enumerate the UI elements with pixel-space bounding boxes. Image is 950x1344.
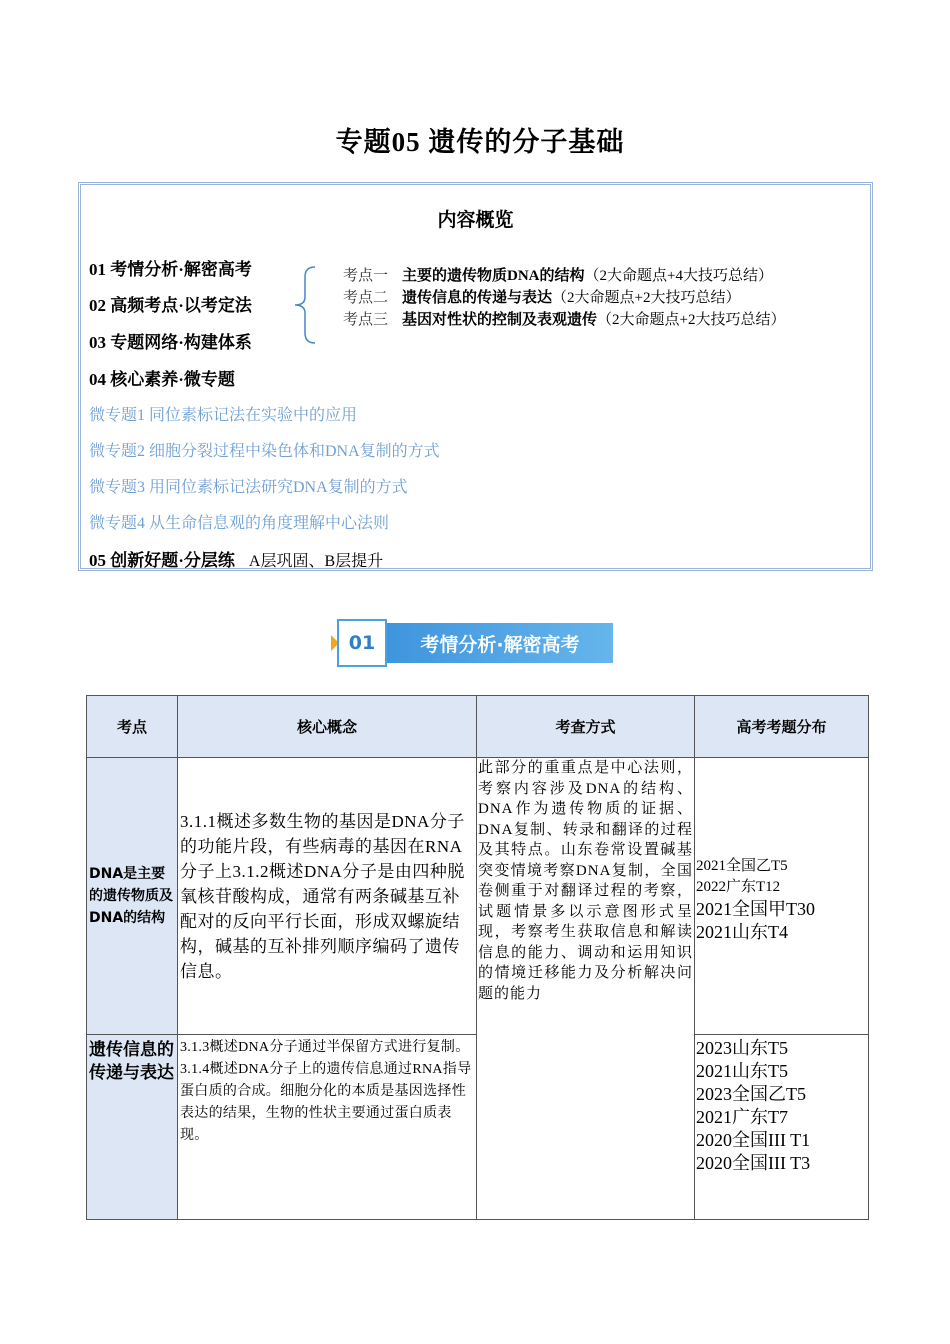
page-title: 专题05 遗传的分子基础 bbox=[335, 127, 625, 157]
kaodian-line: 考点一 主要的遗传物质DNA的结构（2大命题点+4大技巧总结） bbox=[343, 268, 773, 284]
exam-reference: 2021广东T7 bbox=[696, 1107, 788, 1127]
overview-item: 02 高频考点·以考定法 bbox=[89, 296, 252, 315]
micro-topic-link[interactable]: 微专题2 细胞分裂过程中染色体和DNA复制的方式 bbox=[89, 443, 440, 460]
kaodian-cell: 遗传信息的传递与表达 bbox=[87, 1035, 178, 1220]
exam-reference: 2020全国III T1 bbox=[696, 1130, 811, 1150]
distribution-cell bbox=[695, 1035, 869, 1220]
curly-brace-icon bbox=[291, 265, 321, 345]
section-title: 考情分析·解密高考 bbox=[387, 623, 613, 663]
section-banner bbox=[337, 619, 613, 667]
exam-analysis-table bbox=[86, 695, 869, 1220]
kaodian-line: 考点三 基因对性状的控制及表观遗传（2大命题点+2大技巧总结） bbox=[343, 312, 786, 328]
table-row bbox=[87, 758, 869, 1035]
table-header: 核心概念 bbox=[178, 696, 477, 758]
micro-topic-link[interactable]: 微专题4 从生命信息观的角度理解中心法则 bbox=[89, 515, 390, 532]
exam-reference: 2023山东T5 bbox=[696, 1038, 788, 1058]
micro-topic-link[interactable]: 微专题3 用同位素标记法研究DNA复制的方式 bbox=[89, 479, 408, 496]
overview-item bbox=[89, 546, 383, 571]
exam-reference: 2022广东T12 bbox=[696, 879, 781, 895]
exam-reference: 2020全国III T3 bbox=[696, 1153, 811, 1173]
table-header: 考点 bbox=[87, 696, 178, 758]
core-concept-cell: 3.1.3概述DNA分子通过半保留方式进行复制。3.1.4概述DNA分子上的遗传信息通过RNA指导蛋白质的合成。细胞分化的本质是基因选择性表达的结果，生物的性状主要通过蛋白质表现。 bbox=[178, 1035, 477, 1220]
kaodian-line: 考点二 遗传信息的传递与表达（2大命题点+2大技巧总结） bbox=[343, 290, 741, 306]
table-header: 高考考题分布 bbox=[695, 696, 869, 758]
overview-item: 04 核心素养·微专题 bbox=[89, 370, 235, 389]
section-number: 01 bbox=[337, 619, 387, 667]
overview-item-label: 05 创新好题·分层练 bbox=[89, 551, 235, 570]
overview-heading: 内容概览 bbox=[437, 210, 514, 231]
micro-topic-link[interactable]: 微专题1 同位素标记法在实验中的应用 bbox=[89, 407, 358, 424]
overview-item-note: A层巩固、B层提升 bbox=[248, 553, 384, 570]
distribution-cell bbox=[695, 758, 869, 1035]
overview-item: 03 专题网络·构建体系 bbox=[89, 333, 252, 352]
exam-method-cell: 此部分的重重点是中心法则，考察内容涉及DNA的结构、DNA作为遗传物质的证据、DNA复制、转录和翻译的过程及其特点。山东卷常设置碱基突变情境考察DNA复制，全国卷侧重于对翻译过程的考察，试题情景多以示意图形式呈现，考察考生获取信息和解读信息的能力、调动和运用知识的情境迁移能力及分析解决问题的能力 bbox=[477, 758, 695, 1220]
overview-item: 01 考情分析·解密高考 bbox=[89, 260, 252, 279]
exam-reference: 2021全国乙T5 bbox=[696, 858, 788, 874]
exam-reference: 2021山东T5 bbox=[696, 1061, 788, 1081]
kaodian-cell: DNA是主要的遗传物质及DNA的结构 bbox=[87, 758, 178, 1035]
exam-reference: 2023全国乙T5 bbox=[696, 1084, 806, 1104]
exam-reference: 2021全国甲T30 bbox=[696, 899, 815, 919]
core-concept-cell: 3.1.1概述多数生物的基因是DNA分子的功能片段，有些病毒的基因在RNA分子上3.1.2概述DNA分子是由四种脱氧核苷酸构成，通常有两条碱基互补配对的反向平行长面，形成双螺旋结构，碱基的互补排列顺序编码了遗传信息。 bbox=[178, 758, 477, 1035]
table-header-row bbox=[87, 696, 869, 758]
exam-reference: 2021山东T4 bbox=[696, 922, 788, 942]
content-overview-box bbox=[78, 182, 873, 571]
table-header: 考查方式 bbox=[477, 696, 695, 758]
